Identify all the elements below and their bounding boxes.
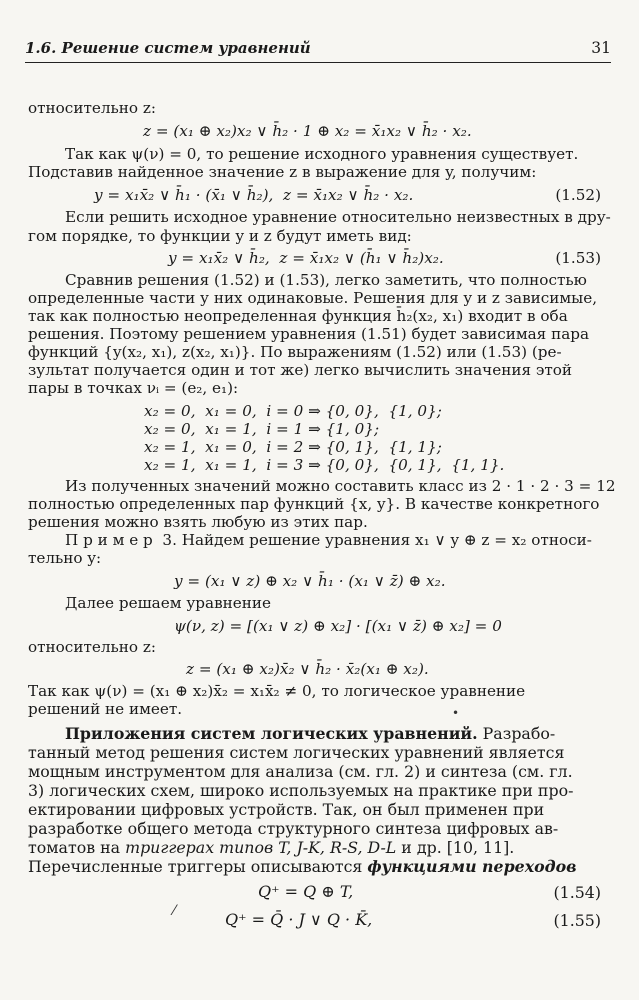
text-line: относительно z: bbox=[28, 99, 156, 117]
text-line: тельно y: bbox=[28, 549, 102, 567]
table-row: x₂ = 0, x₁ = 1, i = 1 ⇒ {1, 0}; bbox=[144, 420, 380, 438]
equation-154: Q⁺ = Q ⊕ T, bbox=[258, 882, 354, 901]
text-line: полностью определенных пар функций {x, y}. В качестве конкретного bbox=[28, 495, 600, 513]
print-speck: • bbox=[452, 706, 460, 720]
equation-number: (1.53) bbox=[555, 249, 601, 267]
section-title: 1.6. Решение систем уравнений bbox=[25, 39, 311, 57]
table-row: x₂ = 1, x₁ = 1, i = 3 ⇒ {0, 0}, {0, 1}, {1, 1}. bbox=[144, 456, 505, 474]
text-line: Сравнив решения (1.52) и (1.53), легко заметить, что полностью bbox=[65, 271, 587, 289]
text-line: Далее решаем уравнение bbox=[65, 594, 271, 612]
text-line: 3) логических схем, широко используемых на практике при про- bbox=[28, 781, 574, 800]
text-line: танный метод решения систем логических уравнений является bbox=[28, 743, 565, 762]
text-line: зультат получается один и тот же) легко вычислить значения этой bbox=[28, 361, 573, 379]
text-line: решения можно взять любую из этих пар. bbox=[28, 513, 368, 531]
text-line: пары в точках νᵢ = (e₂, e₁): bbox=[28, 379, 239, 397]
text-line: Так как ψ(ν) = (x₁ ⊕ x₂)x̄₂ = x₁x̄₂ ≠ 0, то логическое уравнение bbox=[28, 682, 526, 700]
text-line: разработке общего метода структурного синтеза цифровых ав- bbox=[28, 819, 559, 838]
section-heading: Приложения систем логических уравнений. bbox=[65, 724, 478, 743]
table-row: x₂ = 0, x₁ = 0, i = 0 ⇒ {0, 0}, {1, 0}; bbox=[144, 402, 442, 420]
equation-z: z = (x₁ ⊕ x₂)x₂ ∨ h̄₂ · 1 ⊕ x₂ = x̄₁x₂ ∨ h̄₂ · x₂. bbox=[143, 122, 472, 140]
text-line: томатов на триггерах типов T, J-K, R-S, D-L и др. [10, 11]. bbox=[28, 838, 515, 857]
equation-z2: z = (x₁ ⊕ x₂)x̄₂ ∨ h̄₂ · x̄₂(x₁ ⊕ x₂). bbox=[186, 660, 429, 678]
text-line: функций {y(x₂, x₁), z(x₂, x₁)}. По выражениям (1.52) или (1.53) (ре- bbox=[28, 343, 562, 361]
text-line: относительно z: bbox=[28, 638, 156, 656]
text-line: Если решить исходное уравнение относительно неизвестных в дру- bbox=[65, 208, 611, 226]
equation-number: (1.52) bbox=[555, 186, 601, 204]
section-paragraph-start: Приложения систем логических уравнений. Разрабо- bbox=[65, 724, 556, 743]
equation-153: y = x₁x̄₂ ∨ h̄₂, z = x̄₁x₂ ∨ (h̄₁ ∨ h̄₂)x₂. bbox=[168, 249, 444, 267]
text-line: Подставив найденное значение z в выражение для y, получим: bbox=[28, 163, 537, 181]
print-mark: ⁄ bbox=[173, 903, 176, 919]
equation-number: (1.54) bbox=[553, 883, 601, 902]
table-row: x₂ = 1, x₁ = 0, i = 2 ⇒ {0, 1}, {1, 1}; bbox=[144, 438, 442, 456]
text-line: решения. Поэтому решением уравнения (1.51) будет зависимая пара bbox=[28, 325, 590, 343]
emphasis-transition-functions: функциями переходов bbox=[367, 857, 577, 876]
text-line: ектировании цифровых устройств. Так, он был применен при bbox=[28, 800, 545, 819]
text-line: так как полностью неопределенная функция h̄₂(x₂, x₁) входит в оба bbox=[28, 307, 568, 325]
equation-number: (1.55) bbox=[553, 911, 601, 930]
text-line: определенные части у них одинаковые. Решения для y и z зависимые, bbox=[28, 289, 598, 307]
text-line: Из полученных значений можно составить класс из 2 · 1 · 2 · 3 = 12 bbox=[65, 477, 616, 495]
equation-y: y = (x₁ ∨ z) ⊕ x₂ ∨ h̄₁ · (x₁ ∨ z̄) ⊕ x₂. bbox=[174, 572, 446, 590]
text-line: гом порядке, то функции y и z будут иметь вид: bbox=[28, 227, 412, 245]
trigger-types: триггерах типов T, J-K, R-S, D-L bbox=[125, 838, 397, 857]
text-line: Так как ψ(ν) = 0, то решение исходного уравнения существует. bbox=[65, 145, 579, 163]
page-number: 31 bbox=[591, 39, 611, 57]
example-heading: П р и м е р 3. Найдем решение уравнения x₁ ∨ y ⊕ z = x₂ относи- bbox=[65, 531, 592, 549]
equation-155: Q⁺ = Q̄ · J ∨ Q · K̄, bbox=[225, 910, 373, 929]
equation-152: y = x₁x̄₂ ∨ h̄₁ · (x̄₁ ∨ h̄₂), z = x̄₁x₂ ∨ h̄₂ · x₂. bbox=[94, 186, 414, 204]
text-line: Перечисленные триггеры описываются функциями переходов bbox=[28, 857, 577, 876]
page-header bbox=[25, 38, 611, 63]
text-line: мощным инструментом для анализа (см. гл. 2) и синтеза (см. гл. bbox=[28, 762, 573, 781]
equation-psi: ψ(ν, z) = [(x₁ ∨ z) ⊕ x₂] · [(x₁ ∨ z̄) ⊕ x₂] = 0 bbox=[174, 617, 502, 635]
text-line: решений не имеет. bbox=[28, 700, 183, 718]
